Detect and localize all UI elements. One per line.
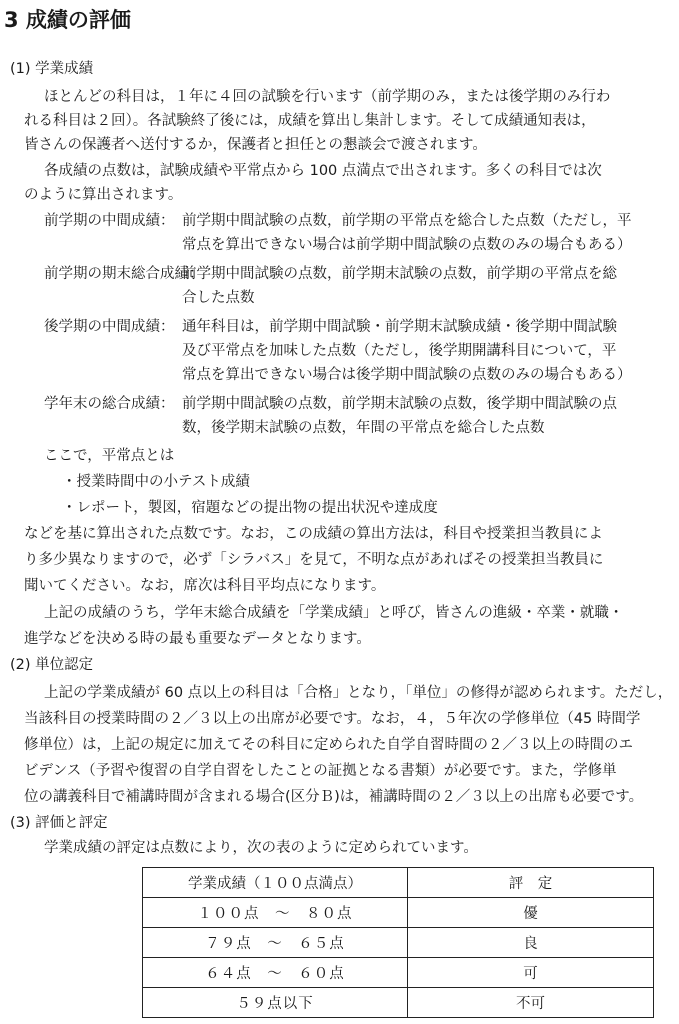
p4-line: 上記の成績のうち，学年末総合成績を「学業成績」と呼び，皆さんの進級・卒業・就職・ [44, 605, 624, 621]
table-cell-score: ７９点 ～ ６５点 [143, 928, 408, 958]
heading-academic-grades: (1) 学業成績 [10, 61, 94, 77]
table-cell-score: １００点 ～ ８０点 [143, 898, 408, 928]
credit-line: 上記の学業成績が 60 点以上の科目は「合格」となり，「単位」の修得が認められます。ただし， [44, 685, 673, 701]
evaluation-intro: 学業成績の評定は点数により，次の表のように定められています。 [44, 840, 478, 856]
table-cell-grade: 優 [408, 898, 654, 928]
p1-line: 皆さんの保護者へ送付するか，保護者と担任との懇談会で渡されます。 [24, 137, 487, 153]
table-header: 学業成績（１００点満点） [143, 868, 408, 898]
p1-line: れる科目は２回）。各試験終了後には，成績を算出し集計します。そして成績通知表は， [24, 113, 596, 129]
table-header-row [143, 868, 654, 898]
credit-line: 当該科目の授業時間の２／３以上の出席が必要です。なお，４，５年次の学修単位（45 時間学 [24, 711, 641, 727]
table-cell-score: ６４点 ～ ６０点 [143, 958, 408, 988]
def-text: 数，後学期末試験の点数，年間の平常点を総合した点数 [182, 420, 545, 436]
table-cell-score: ５９点以下 [143, 988, 408, 1018]
table-cell-grade: 不可 [408, 988, 654, 1018]
p2-line: 各成績の点数は，試験成績や平常点から 100 点満点で出されます。多くの科目では次 [44, 163, 602, 179]
p4-line: 進学などを決める時の最も重要なデータとなります。 [24, 631, 371, 647]
bullet-item: ・授業時間中の小テスト成績 [62, 474, 250, 490]
heijou-intro: ここで，平常点とは [44, 448, 175, 464]
def-text: 通年科目は，前学期中間試験・前学期末試験成績・後学期中間試験 [182, 319, 617, 335]
def-label-first-term-final: 前学期の期末総合成績： [44, 266, 204, 282]
def-text: 及び平常点を加味した点数（ただし，後学期開講科目について，平 [182, 343, 617, 359]
grade-table [142, 867, 654, 1018]
table-row [143, 928, 654, 958]
table-cell-grade: 可 [408, 958, 654, 988]
table-row [143, 898, 654, 928]
table-row [143, 988, 654, 1018]
def-text: 常点を算出できない場合は前学期中間試験の点数のみの場合もある） [182, 237, 632, 253]
def-label-second-midterm: 後学期の中間成績： [44, 319, 175, 335]
p1-line: ほとんどの科目は，１年に４回の試験を行います（前学期のみ，または後学期のみ行わ [44, 89, 611, 105]
table-cell-grade: 良 [408, 928, 654, 958]
p3-line: などを基に算出された点数です。なお，この成績の算出方法は，科目や授業担当教員によ [24, 526, 603, 542]
credit-line: 位の講義科目で補講時間が含まれる場合(区分Ｂ)は，補講時間の２／３以上の出席も必要です。 [24, 789, 644, 805]
bullet-item: ・レポート，製図，宿題などの提出物の提出状況や達成度 [62, 500, 438, 516]
def-text: 合した点数 [182, 290, 255, 306]
heading-evaluation: (3) 評価と評定 [10, 815, 108, 831]
p3-line: り多少異なりますので，必ず「シラバス」を見て，不明な点があればその授業担当教員に [24, 552, 604, 568]
p2-line: のように算出されます。 [24, 187, 183, 203]
table-row [143, 958, 654, 988]
p3-line: 聞いてください。なお，席次は科目平均点になります。 [24, 578, 386, 594]
def-text: 前学期中間試験の点数，前学期の平常点を総合した点数（ただし，平 [182, 213, 632, 229]
def-text: 前学期中間試験の点数，前学期末試験の点数，後学期中間試験の点 [182, 396, 617, 412]
def-text: 常点を算出できない場合は後学期中間試験の点数のみの場合もある） [182, 367, 632, 383]
heading-credit-approval: (2) 単位認定 [10, 657, 94, 673]
section-title: 3 成績の評価 [4, 8, 131, 32]
def-label-year-end: 学年末の総合成績： [44, 396, 175, 412]
credit-line: 修単位）は，上記の規定に加えてその科目に定められた自学自習時間の２／３以上の時間のエ [24, 737, 633, 753]
table-header: 評 定 [408, 868, 654, 898]
credit-line: ビデンス（予習や復習の自学自習をしたことの証拠となる書類）が必要です。また，学修単 [24, 763, 617, 779]
def-label-first-midterm: 前学期の中間成績： [44, 213, 175, 229]
def-text: 前学期中間試験の点数，前学期末試験の点数，前学期の平常点を総 [182, 266, 617, 282]
